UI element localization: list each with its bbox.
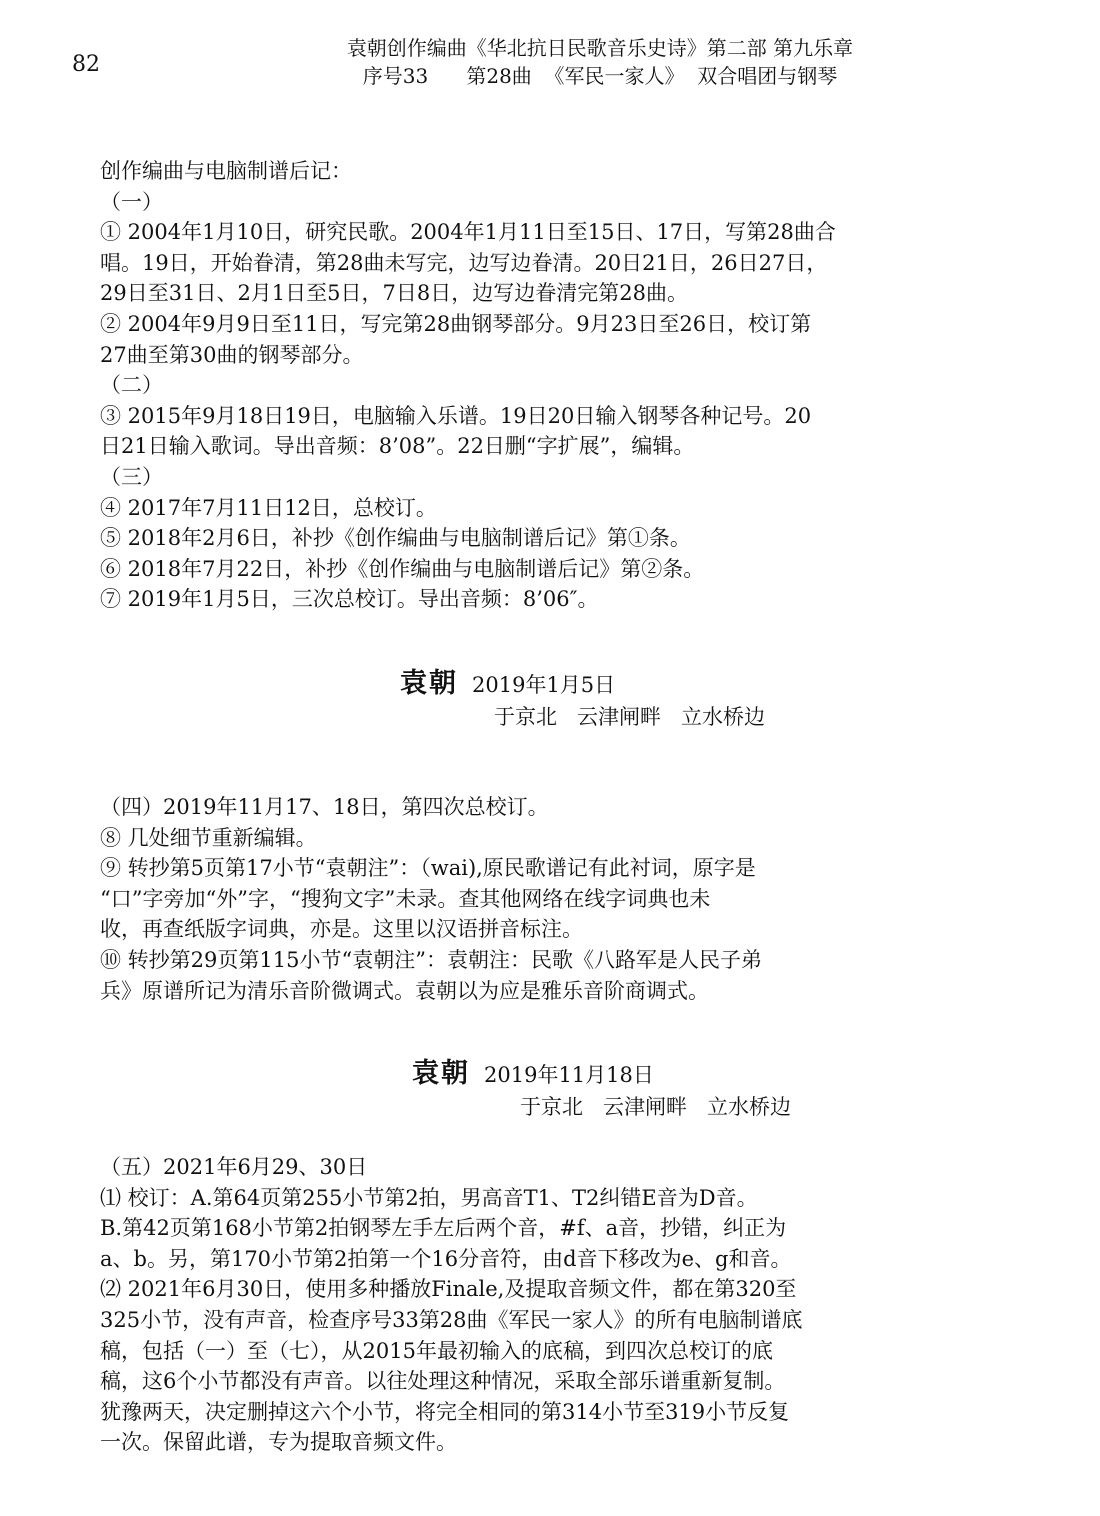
signature-name: 袁朝 xyxy=(412,1058,470,1089)
text-line: （二） xyxy=(100,373,163,398)
afterword-section-1 xyxy=(100,156,960,615)
text-line: ⑨ 转抄第5页第17小节“袁朝注”：（wai),原民歌谱记有此衬词，原字是 xyxy=(100,856,756,881)
text-line: 兵》原谱所记为清乐音阶微调式。袁朝以为应是雅乐音阶商调式。 xyxy=(100,978,709,1003)
afterword-section-3 xyxy=(100,1152,960,1458)
page-number: 82 xyxy=(72,52,100,77)
signature-date: 2019年1月5日 xyxy=(472,673,616,697)
signature-name: 袁朝 xyxy=(400,668,458,699)
text-line: ⑩ 转抄第29页第115小节“袁朝注”：袁朝注：民歌《八路军是人民子弟 xyxy=(100,947,762,972)
text-line: （三） xyxy=(100,464,163,489)
signature-2 xyxy=(412,1058,791,1123)
text-line: （四）2019年11月17、18日，第四次总校订。 xyxy=(100,795,549,819)
text-line: 一次。保留此谱，专为提取音频文件。 xyxy=(100,1430,457,1455)
header-title-line: 袁朝创作编曲《华北抗日民歌音乐史诗》第二部 第九乐章 xyxy=(346,36,854,60)
text-line: B.第42页第168小节第2拍钢琴左手左后两个音，#f、a音，抄错，纠正为 xyxy=(100,1216,787,1241)
text-line: 犹豫两天，决定删掉这六个小节，将完全相同的第314小节至319小节反复 xyxy=(100,1399,790,1424)
afterword-title: 创作编曲与电脑制谱后记： xyxy=(100,159,352,183)
text-line: “口”字旁加“外”字，“搜狗文字”未录。查其他网络在线字词典也未 xyxy=(100,886,711,911)
text-line: ⑥ 2018年7月22日，补抄《创作编曲与电脑制谱后记》第②条。 xyxy=(100,556,705,581)
text-line: 稿，包括（一）至（七），从2015年最初输入的底稿，到四次总校订的底 xyxy=(100,1338,773,1363)
text-line: 27曲至第30曲的钢琴部分。 xyxy=(100,342,364,367)
text-line: 稿，这6个小节都没有声音。以往处理这种情况，采取全部乐谱重新复制。 xyxy=(100,1369,786,1394)
text-line: （五）2021年6月29、30日 xyxy=(100,1155,368,1179)
signature-1 xyxy=(400,668,765,733)
signature-date: 2019年11月18日 xyxy=(484,1063,654,1087)
signature-place: 于京北 云津闸畔 立水桥边 xyxy=(520,1095,792,1119)
text-line: 收，再查纸版字词典，亦是。这里以汉语拼音标注。 xyxy=(100,917,583,942)
text-line: 唱。19日，开始眷清，第28曲未写完，边写边眷清。20日21日，26日27日， xyxy=(100,250,828,275)
text-line: ③ 2015年9月18日19日，电脑输入乐谱。19日20日输入钢琴各种记号。20 xyxy=(100,403,812,428)
text-line: 29日至31日、2月1日至5日，7日8日，边写边眷清完第28曲。 xyxy=(100,281,688,306)
text-line: ④ 2017年7月11日12日，总校订。 xyxy=(100,495,437,520)
text-line: ⑦ 2019年1月5日，三次总校订。导出音频：8’06″。 xyxy=(100,587,599,612)
signature-place: 于京北 云津闸畔 立水桥边 xyxy=(494,705,766,729)
afterword-section-2 xyxy=(100,792,960,1006)
text-line: ① 2004年1月10日，研究民歌。2004年1月11日至15日、17日，写第28曲合 xyxy=(100,220,836,245)
text-line: ⑴ 校订：A.第64页第255小节第2拍，男高音T1、T2纠错E音为D音。 xyxy=(100,1185,758,1210)
text-line: ⑧ 几处细节重新编辑。 xyxy=(100,825,317,850)
text-line: （一） xyxy=(100,189,163,214)
text-line: 325小节，没有声音，检查序号33第28曲《军民一家人》的所有电脑制谱底 xyxy=(100,1307,803,1332)
header-subtitle-line: 序号33 第28曲 《军民一家人》 双合唱团与钢琴 xyxy=(362,64,838,88)
text-line: 日21日输入歌词。导出音频：8’08”。22日删“字扩展”，编辑。 xyxy=(100,434,695,459)
page-header xyxy=(290,34,910,90)
text-line: a、b。另，第170小节第2拍第一个16分音符，由d音下移改为e、g和音。 xyxy=(100,1246,792,1271)
text-line: ⑵ 2021年6月30日，使用多种播放Finale,及提取音频文件，都在第320至 xyxy=(100,1277,797,1302)
text-line: ⑤ 2018年2月6日，补抄《创作编曲与电脑制谱后记》第①条。 xyxy=(100,526,691,551)
text-line: ② 2004年9月9日至11日，写完第28曲钢琴部分。9月23日至26日，校订第 xyxy=(100,311,812,336)
